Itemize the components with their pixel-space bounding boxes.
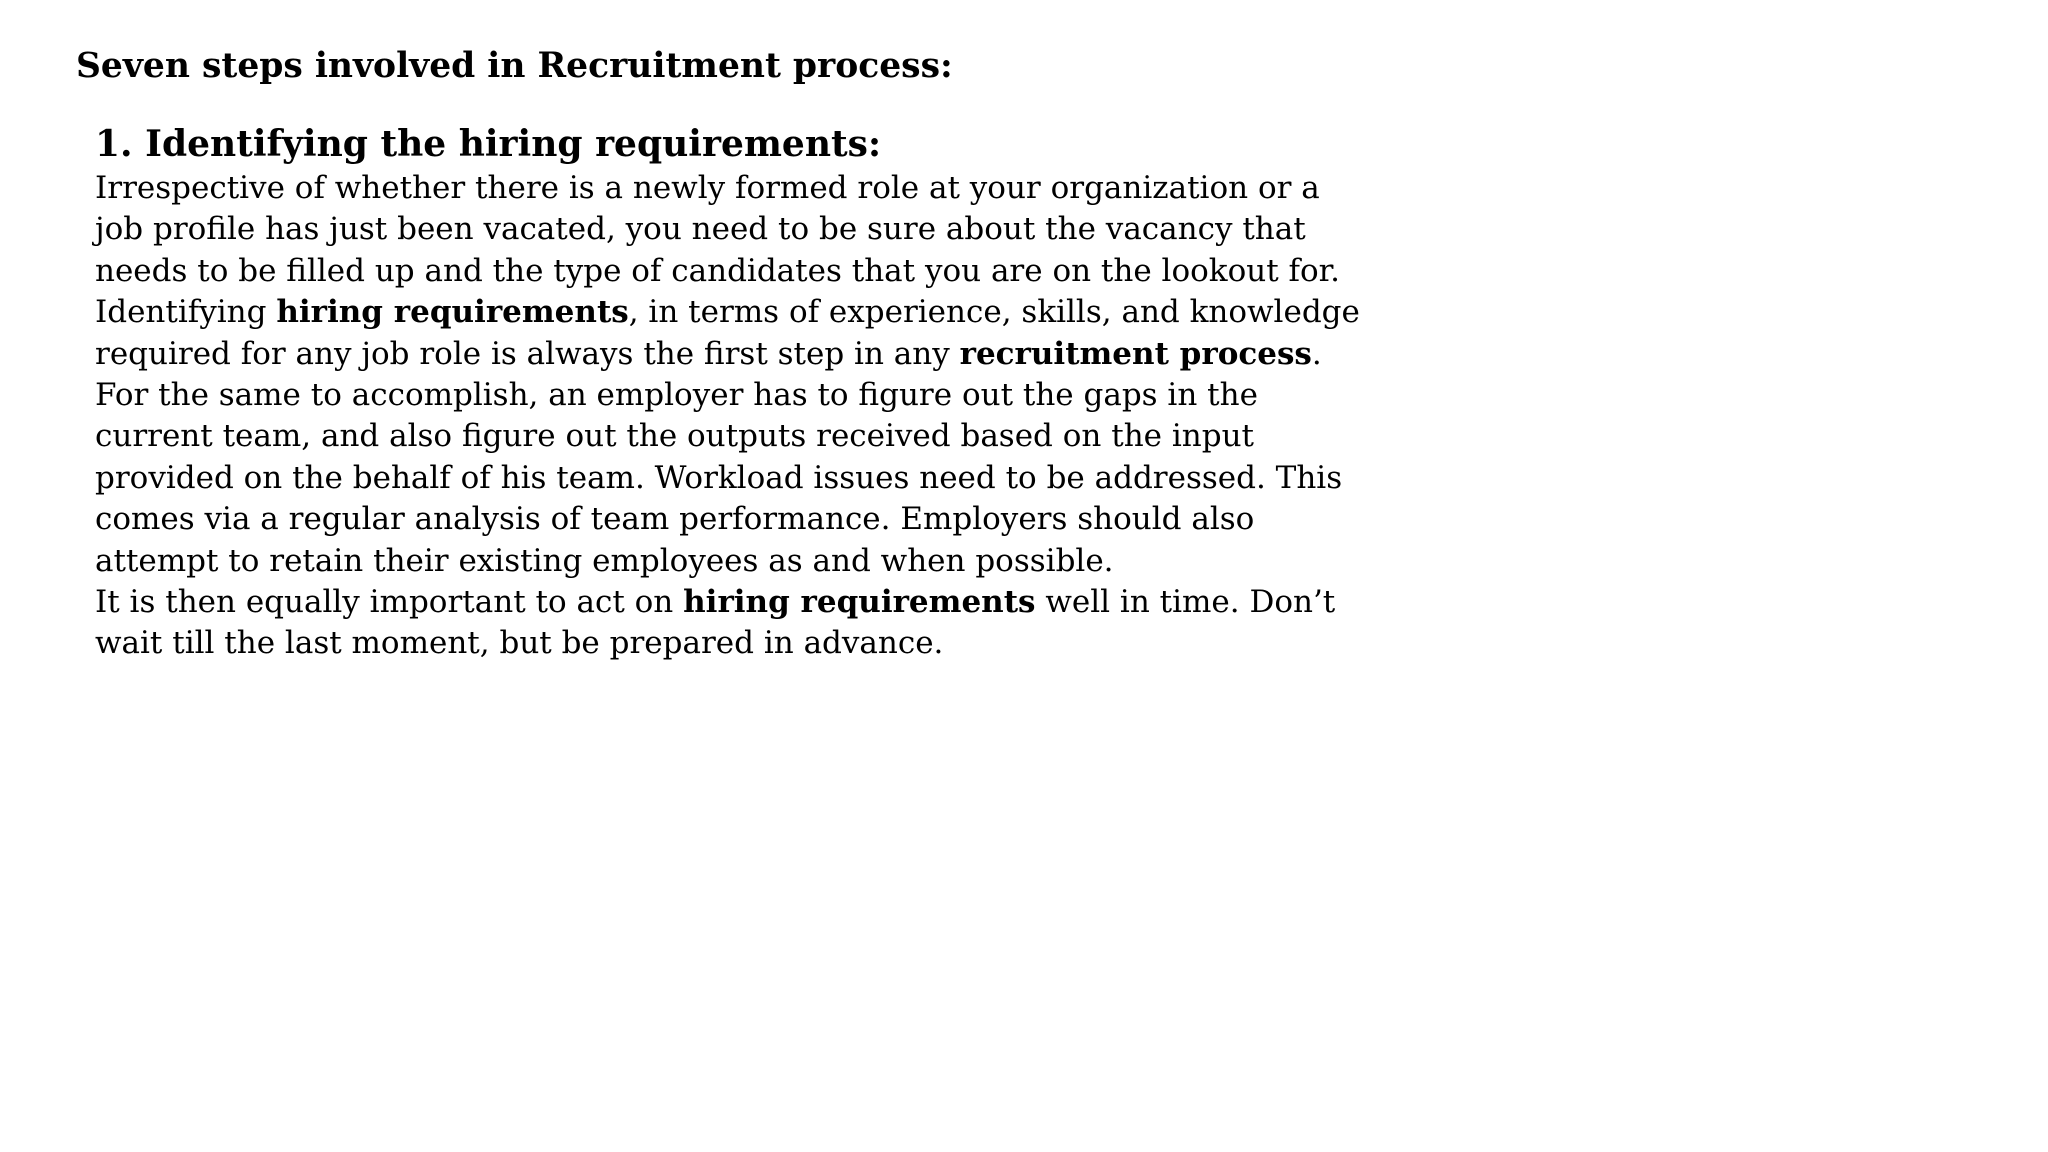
body-line xyxy=(95,251,1355,292)
body-text: well in time. Don’t xyxy=(1035,584,1336,621)
body-text: needs to be filled up and the type of candidates that you are on the lookout for. xyxy=(95,252,1340,289)
body-text: wait till the last moment, but be prepared in advance. xyxy=(95,625,944,662)
slide-title: Seven steps involved in Recruitment process: xyxy=(76,46,953,86)
body-line xyxy=(95,541,1355,582)
body-text: comes via a regular analysis of team performance. Employers should also xyxy=(95,501,1255,538)
body-text: required for any job role is always the first step in any xyxy=(95,335,960,372)
bold-term: recruitment process xyxy=(959,335,1312,372)
bold-term: hiring requirements xyxy=(683,584,1036,621)
body-text: For the same to accomplish, an employer has to figure out the gaps in the xyxy=(95,377,1258,414)
body-line xyxy=(95,375,1355,416)
body-line xyxy=(95,168,1355,209)
body-text: . xyxy=(1311,335,1322,372)
body-line xyxy=(95,209,1355,250)
body-line xyxy=(95,623,1355,664)
body-text: attempt to retain their existing employees as and when possible. xyxy=(95,542,1114,579)
step-heading: 1. Identifying the hiring requirements: xyxy=(95,123,882,165)
body-text: It is then equally important to act on xyxy=(95,584,684,621)
body-line xyxy=(95,334,1355,375)
body-text: Identifying xyxy=(95,294,277,331)
body-text: provided on the behalf of his team. Workload issues need to be addressed. This xyxy=(95,459,1343,496)
body-line xyxy=(95,582,1355,623)
step-body xyxy=(95,168,1360,665)
body-text: current team, and also figure out the outputs received based on the input xyxy=(95,418,1255,455)
body-text: Irrespective of whether there is a newly formed role at your organization or a xyxy=(95,170,1320,206)
body-text: , in terms of experience, skills, and knowledge xyxy=(628,294,1360,331)
body-line xyxy=(95,292,1360,333)
bold-term: hiring requirements xyxy=(276,294,629,331)
body-text: job profile has just been vacated, you need to be sure about the vacancy that xyxy=(95,211,1306,248)
step-section xyxy=(95,120,1360,665)
body-line xyxy=(95,499,1355,540)
body-line xyxy=(95,458,1355,499)
body-line xyxy=(95,416,1355,457)
